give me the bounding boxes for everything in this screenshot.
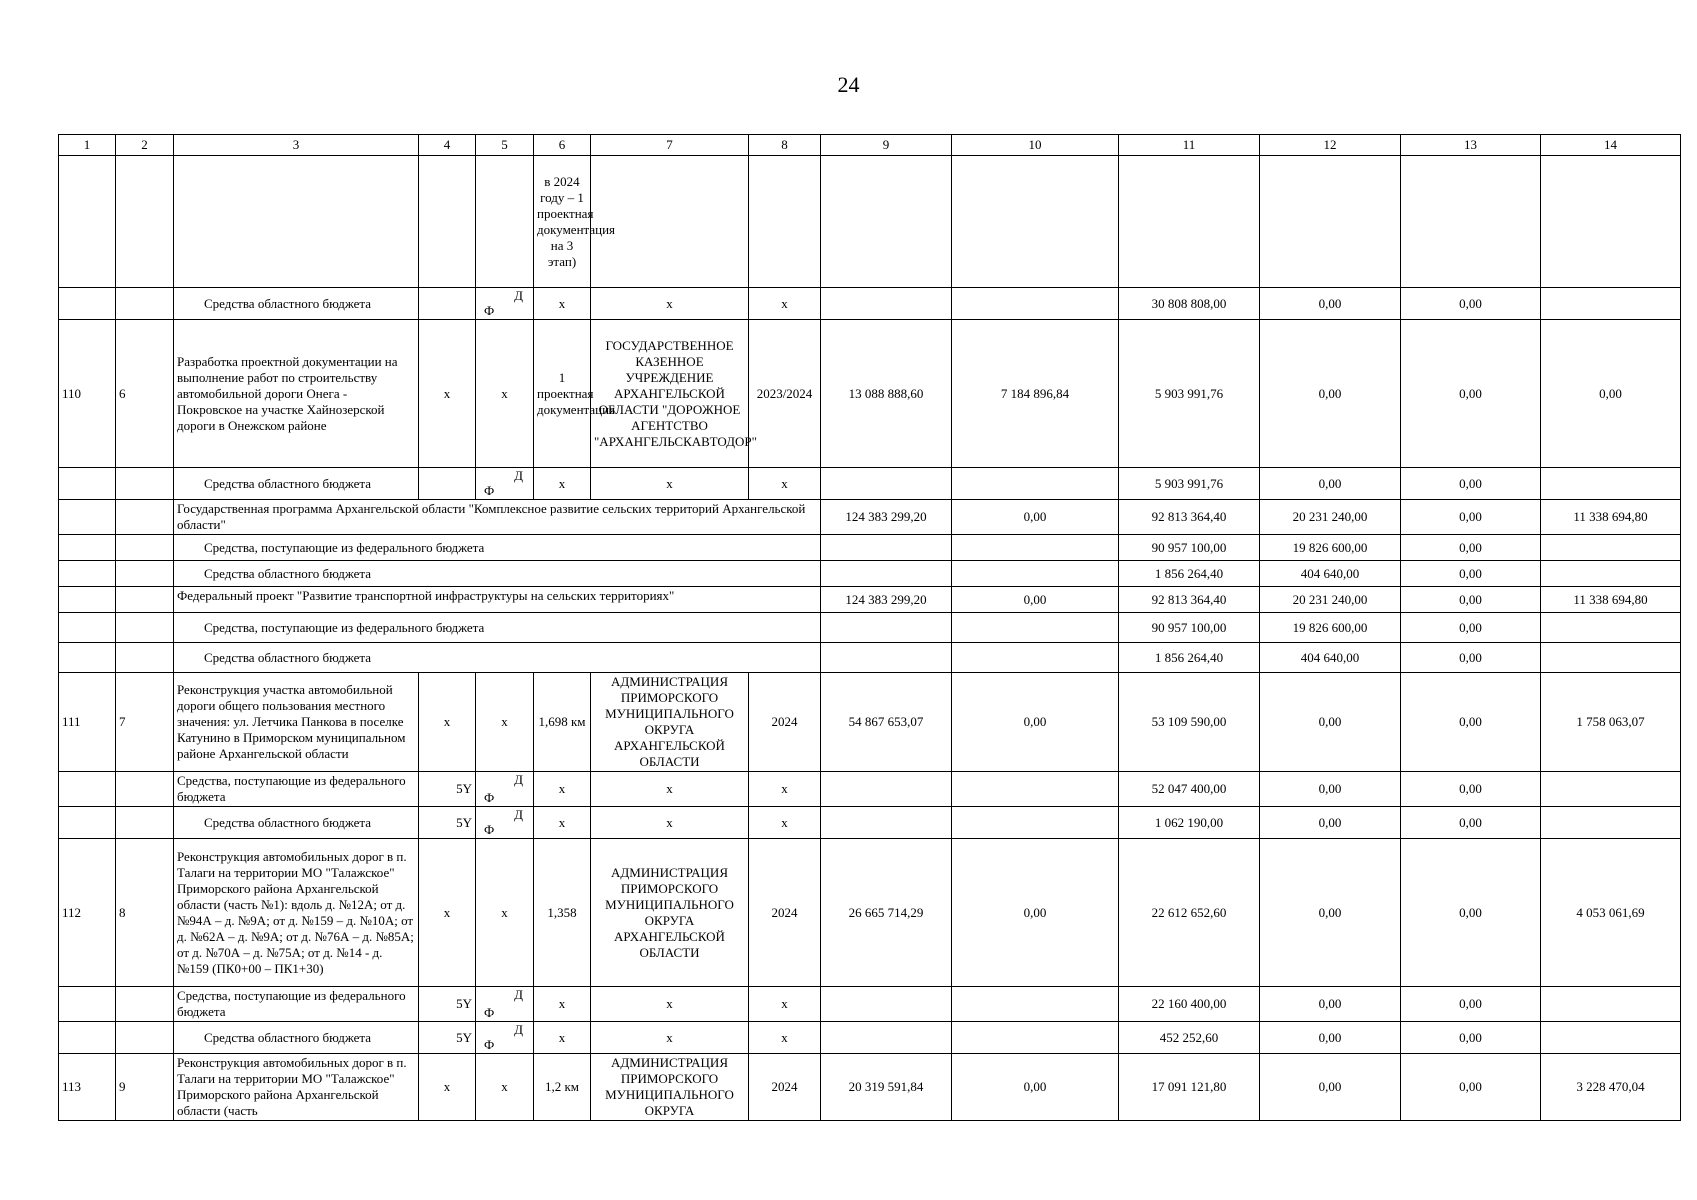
cell-quantity: 1,698 км	[534, 673, 591, 772]
header-cell: 2	[116, 135, 174, 156]
table-row	[59, 673, 1681, 772]
header-cell: 11	[1119, 135, 1260, 156]
cell-value: 1 856 264,40	[1119, 561, 1260, 587]
cell-x: х	[534, 1022, 591, 1054]
header-cell: 5	[476, 135, 534, 156]
header-cell: 13	[1401, 135, 1541, 156]
header-cell: 10	[952, 135, 1119, 156]
cell-value: 0,00	[1260, 1022, 1401, 1054]
cell-value: 19 826 600,00	[1260, 535, 1401, 561]
cell-value: 0,00	[1401, 288, 1541, 320]
cell-value: 3 228 470,04	[1541, 1054, 1681, 1121]
cell-value: 0,00	[952, 587, 1119, 613]
cell-program-name: Государственная программа Архангельской области "Комплексное развитие сельских территорий Архангельской области"	[174, 500, 821, 535]
cell-value: 30 808 808,00	[1119, 288, 1260, 320]
table-row	[59, 156, 1681, 288]
cell-value: 0,00	[1401, 1054, 1541, 1121]
cell-code: Д Ф	[476, 288, 534, 320]
cell-subindex: 9	[116, 1054, 174, 1121]
cell-name: Средства областного бюджета	[174, 468, 419, 500]
cell-x: х	[476, 1054, 534, 1121]
cell-quantity: в 2024 году – 1 проектная документация на 3 этап)	[534, 156, 591, 288]
cell-value: 0,00	[1260, 673, 1401, 772]
header-cell: 12	[1260, 135, 1401, 156]
header-row	[59, 135, 1681, 156]
cell-name: Средства областного бюджета	[174, 643, 821, 673]
cell-value: 0,00	[952, 1054, 1119, 1121]
cell-name: Реконструкция участка автомобильной дороги общего пользования местного значения: ул. Летчика Панкова в поселке Катунино в Приморском муниципальном районе Архангельской области	[174, 673, 419, 772]
cell-value: 4 053 061,69	[1541, 839, 1681, 987]
cell-name: Средства, поступающие из федерального бюджета	[174, 772, 419, 807]
table-row	[59, 500, 1681, 535]
cell-x: х	[419, 673, 476, 772]
cell-value: 0,00	[1541, 320, 1681, 468]
cell-value: 92 813 364,40	[1119, 587, 1260, 613]
cell-x: х	[476, 320, 534, 468]
cell-x: х	[591, 468, 749, 500]
cell-x: х	[749, 1022, 821, 1054]
cell-value: 22 160 400,00	[1119, 987, 1260, 1022]
cell-x: х	[591, 772, 749, 807]
cell-value: 5 903 991,76	[1119, 468, 1260, 500]
cell-index: 112	[59, 839, 116, 987]
cell-value: 0,00	[1260, 839, 1401, 987]
cell-value: 404 640,00	[1260, 561, 1401, 587]
table-row	[59, 535, 1681, 561]
table-row	[59, 772, 1681, 807]
cell-x: х	[534, 807, 591, 839]
table-row	[59, 1054, 1681, 1121]
cell-x: х	[591, 987, 749, 1022]
table-row	[59, 320, 1681, 468]
cell-value: 0,00	[1260, 807, 1401, 839]
cell-quantity: 1,2 км	[534, 1054, 591, 1121]
cell-value: 0,00	[1260, 1054, 1401, 1121]
cell-value: 0,00	[952, 673, 1119, 772]
cell-value: 20 319 591,84	[821, 1054, 952, 1121]
cell-year: 2024	[749, 673, 821, 772]
cell-code: Д Ф	[476, 1022, 534, 1054]
cell-code: Д Ф	[476, 807, 534, 839]
cell-value: 0,00	[1401, 587, 1541, 613]
cell-value: 0,00	[1401, 500, 1541, 535]
cell-subindex: 8	[116, 839, 174, 987]
header-cell: 1	[59, 135, 116, 156]
header-cell: 6	[534, 135, 591, 156]
cell-value: 0,00	[1260, 468, 1401, 500]
cell-value: 22 612 652,60	[1119, 839, 1260, 987]
cell-value: 0,00	[1401, 772, 1541, 807]
cell-code: 5Y	[419, 772, 476, 807]
cell-value: 0,00	[1260, 772, 1401, 807]
cell-name: Средства, поступающие из федерального бюджета	[174, 613, 821, 643]
cell-x: х	[476, 839, 534, 987]
cell-index: 113	[59, 1054, 116, 1121]
table-row	[59, 1022, 1681, 1054]
cell-index: 111	[59, 673, 116, 772]
cell-year: 2024	[749, 839, 821, 987]
cell-x: х	[749, 288, 821, 320]
cell-x: х	[749, 987, 821, 1022]
cell-name: Средства, поступающие из федерального бюджета	[174, 987, 419, 1022]
cell-subindex: 6	[116, 320, 174, 468]
cell-value: 0,00	[1401, 535, 1541, 561]
table-row	[59, 587, 1681, 613]
cell-value: 1 062 190,00	[1119, 807, 1260, 839]
cell-value: 1 856 264,40	[1119, 643, 1260, 673]
table-row	[59, 288, 1681, 320]
header-cell: 7	[591, 135, 749, 156]
cell-x: х	[591, 1022, 749, 1054]
cell-value: 0,00	[1401, 839, 1541, 987]
table-row	[59, 987, 1681, 1022]
cell-organization: АДМИНИСТРАЦИЯ ПРИМОРСКОГО МУНИЦИПАЛЬНОГО ОКРУГА АРХАНГЕЛЬСКОЙ ОБЛАСТИ	[591, 839, 749, 987]
table-row	[59, 468, 1681, 500]
cell-value: 5 903 991,76	[1119, 320, 1260, 468]
table-row	[59, 561, 1681, 587]
cell-value: 404 640,00	[1260, 643, 1401, 673]
cell-value: 0,00	[1401, 613, 1541, 643]
cell-value: 124 383 299,20	[821, 587, 952, 613]
cell-value: 11 338 694,80	[1541, 587, 1681, 613]
header-cell: 3	[174, 135, 419, 156]
table-row	[59, 643, 1681, 673]
cell-value: 0,00	[1401, 1022, 1541, 1054]
cell-value: 0,00	[1401, 987, 1541, 1022]
cell-value: 54 867 653,07	[821, 673, 952, 772]
cell-value: 19 826 600,00	[1260, 613, 1401, 643]
cell-x: х	[749, 468, 821, 500]
cell-x: х	[749, 772, 821, 807]
cell-quantity: 1,358	[534, 839, 591, 987]
cell-value: 17 091 121,80	[1119, 1054, 1260, 1121]
cell-organization: АДМИНИСТРАЦИЯ ПРИМОРСКОГО МУНИЦИПАЛЬНОГО ОКРУГА	[591, 1054, 749, 1121]
cell-x: х	[419, 839, 476, 987]
page-number: 24	[837, 72, 860, 97]
cell-value: 26 665 714,29	[821, 839, 952, 987]
cell-name: Средства областного бюджета	[174, 288, 419, 320]
cell-name: Средства областного бюджета	[174, 561, 821, 587]
table-row	[59, 613, 1681, 643]
cell-x: х	[534, 468, 591, 500]
cell-value: 13 088 888,60	[821, 320, 952, 468]
cell-value: 0,00	[1401, 468, 1541, 500]
cell-value: 52 047 400,00	[1119, 772, 1260, 807]
cell-value: 452 252,60	[1119, 1022, 1260, 1054]
cell-value: 7 184 896,84	[952, 320, 1119, 468]
cell-x: х	[476, 673, 534, 772]
cell-value: 0,00	[952, 839, 1119, 987]
cell-x: х	[591, 288, 749, 320]
cell-code: Д Ф	[476, 468, 534, 500]
cell-value: 0,00	[1401, 561, 1541, 587]
budget-table	[58, 134, 1681, 1121]
cell-x: х	[591, 807, 749, 839]
header-cell: 8	[749, 135, 821, 156]
cell-code: 5Y	[419, 807, 476, 839]
cell-year: 2024	[749, 1054, 821, 1121]
cell-code: Д Ф	[476, 987, 534, 1022]
cell-x: х	[534, 987, 591, 1022]
cell-value: 0,00	[1401, 320, 1541, 468]
header-cell: 9	[821, 135, 952, 156]
cell-value: 0,00	[1401, 673, 1541, 772]
table-row	[59, 839, 1681, 987]
cell-x: х	[534, 772, 591, 807]
cell-x: х	[534, 288, 591, 320]
cell-name: Средства областного бюджета	[174, 807, 419, 839]
cell-name: Средства, поступающие из федерального бюджета	[174, 535, 821, 561]
cell-value: 0,00	[1401, 643, 1541, 673]
cell-value: 1 758 063,07	[1541, 673, 1681, 772]
cell-value: 20 231 240,00	[1260, 587, 1401, 613]
cell-subindex: 7	[116, 673, 174, 772]
cell-name: Разработка проектной документации на выполнение работ по строительству автомобильной дороги Онега - Покровское на участке Хайнозерской дороги в Онежском районе	[174, 320, 419, 468]
cell-code: 5Y	[419, 1022, 476, 1054]
cell-organization: ГОСУДАРСТВЕННОЕ КАЗЕННОЕ УЧРЕЖДЕНИЕ АРХАНГЕЛЬСКОЙ ОБЛАСТИ "ДОРОЖНОЕ АГЕНТСТВО "АРХАНГЕЛЬСКАВТОДОР"	[591, 320, 749, 468]
cell-x: х	[419, 1054, 476, 1121]
cell-x: х	[749, 807, 821, 839]
cell-code: 5Y	[419, 987, 476, 1022]
cell-value: 20 231 240,00	[1260, 500, 1401, 535]
cell-project-name: Федеральный проект "Развитие транспортной инфраструктуры на сельских территориях"	[174, 587, 821, 613]
cell-name: Реконструкция автомобильных дорог в п. Талаги на территории МО "Талажское" Приморского района Архангельской области (часть №1): вдоль д. №12А; от д. №94А – д. №9А; от д. №159 – д. №10А; от д. №62А – д. №9А; от д. №76А – д. №85А; от д. №70А – д. №75А; от д. №14 - д. №159 (ПК0+00 – ПК1+30)	[174, 839, 419, 987]
cell-code: Д Ф	[476, 772, 534, 807]
cell-value: 0,00	[1260, 288, 1401, 320]
cell-value: 90 957 100,00	[1119, 535, 1260, 561]
cell-quantity: 1 проектная документация	[534, 320, 591, 468]
cell-value: 11 338 694,80	[1541, 500, 1681, 535]
cell-value: 0,00	[1401, 807, 1541, 839]
cell-index: 110	[59, 320, 116, 468]
cell-year: 2023/2024	[749, 320, 821, 468]
cell-value: 0,00	[1260, 320, 1401, 468]
header-cell: 4	[419, 135, 476, 156]
cell-value: 53 109 590,00	[1119, 673, 1260, 772]
cell-value: 92 813 364,40	[1119, 500, 1260, 535]
cell-organization: АДМИНИСТРАЦИЯ ПРИМОРСКОГО МУНИЦИПАЛЬНОГО ОКРУГА АРХАНГЕЛЬСКОЙ ОБЛАСТИ	[591, 673, 749, 772]
cell-value: 90 957 100,00	[1119, 613, 1260, 643]
cell-x: х	[419, 320, 476, 468]
cell-value: 124 383 299,20	[821, 500, 952, 535]
cell-name: Реконструкция автомобильных дорог в п. Талаги на территории МО "Талажское" Приморского района Архангельской области (часть	[174, 1054, 419, 1121]
table-row	[59, 807, 1681, 839]
header-cell: 14	[1541, 135, 1681, 156]
cell-value: 0,00	[1260, 987, 1401, 1022]
cell-name: Средства областного бюджета	[174, 1022, 419, 1054]
cell-value: 0,00	[952, 500, 1119, 535]
